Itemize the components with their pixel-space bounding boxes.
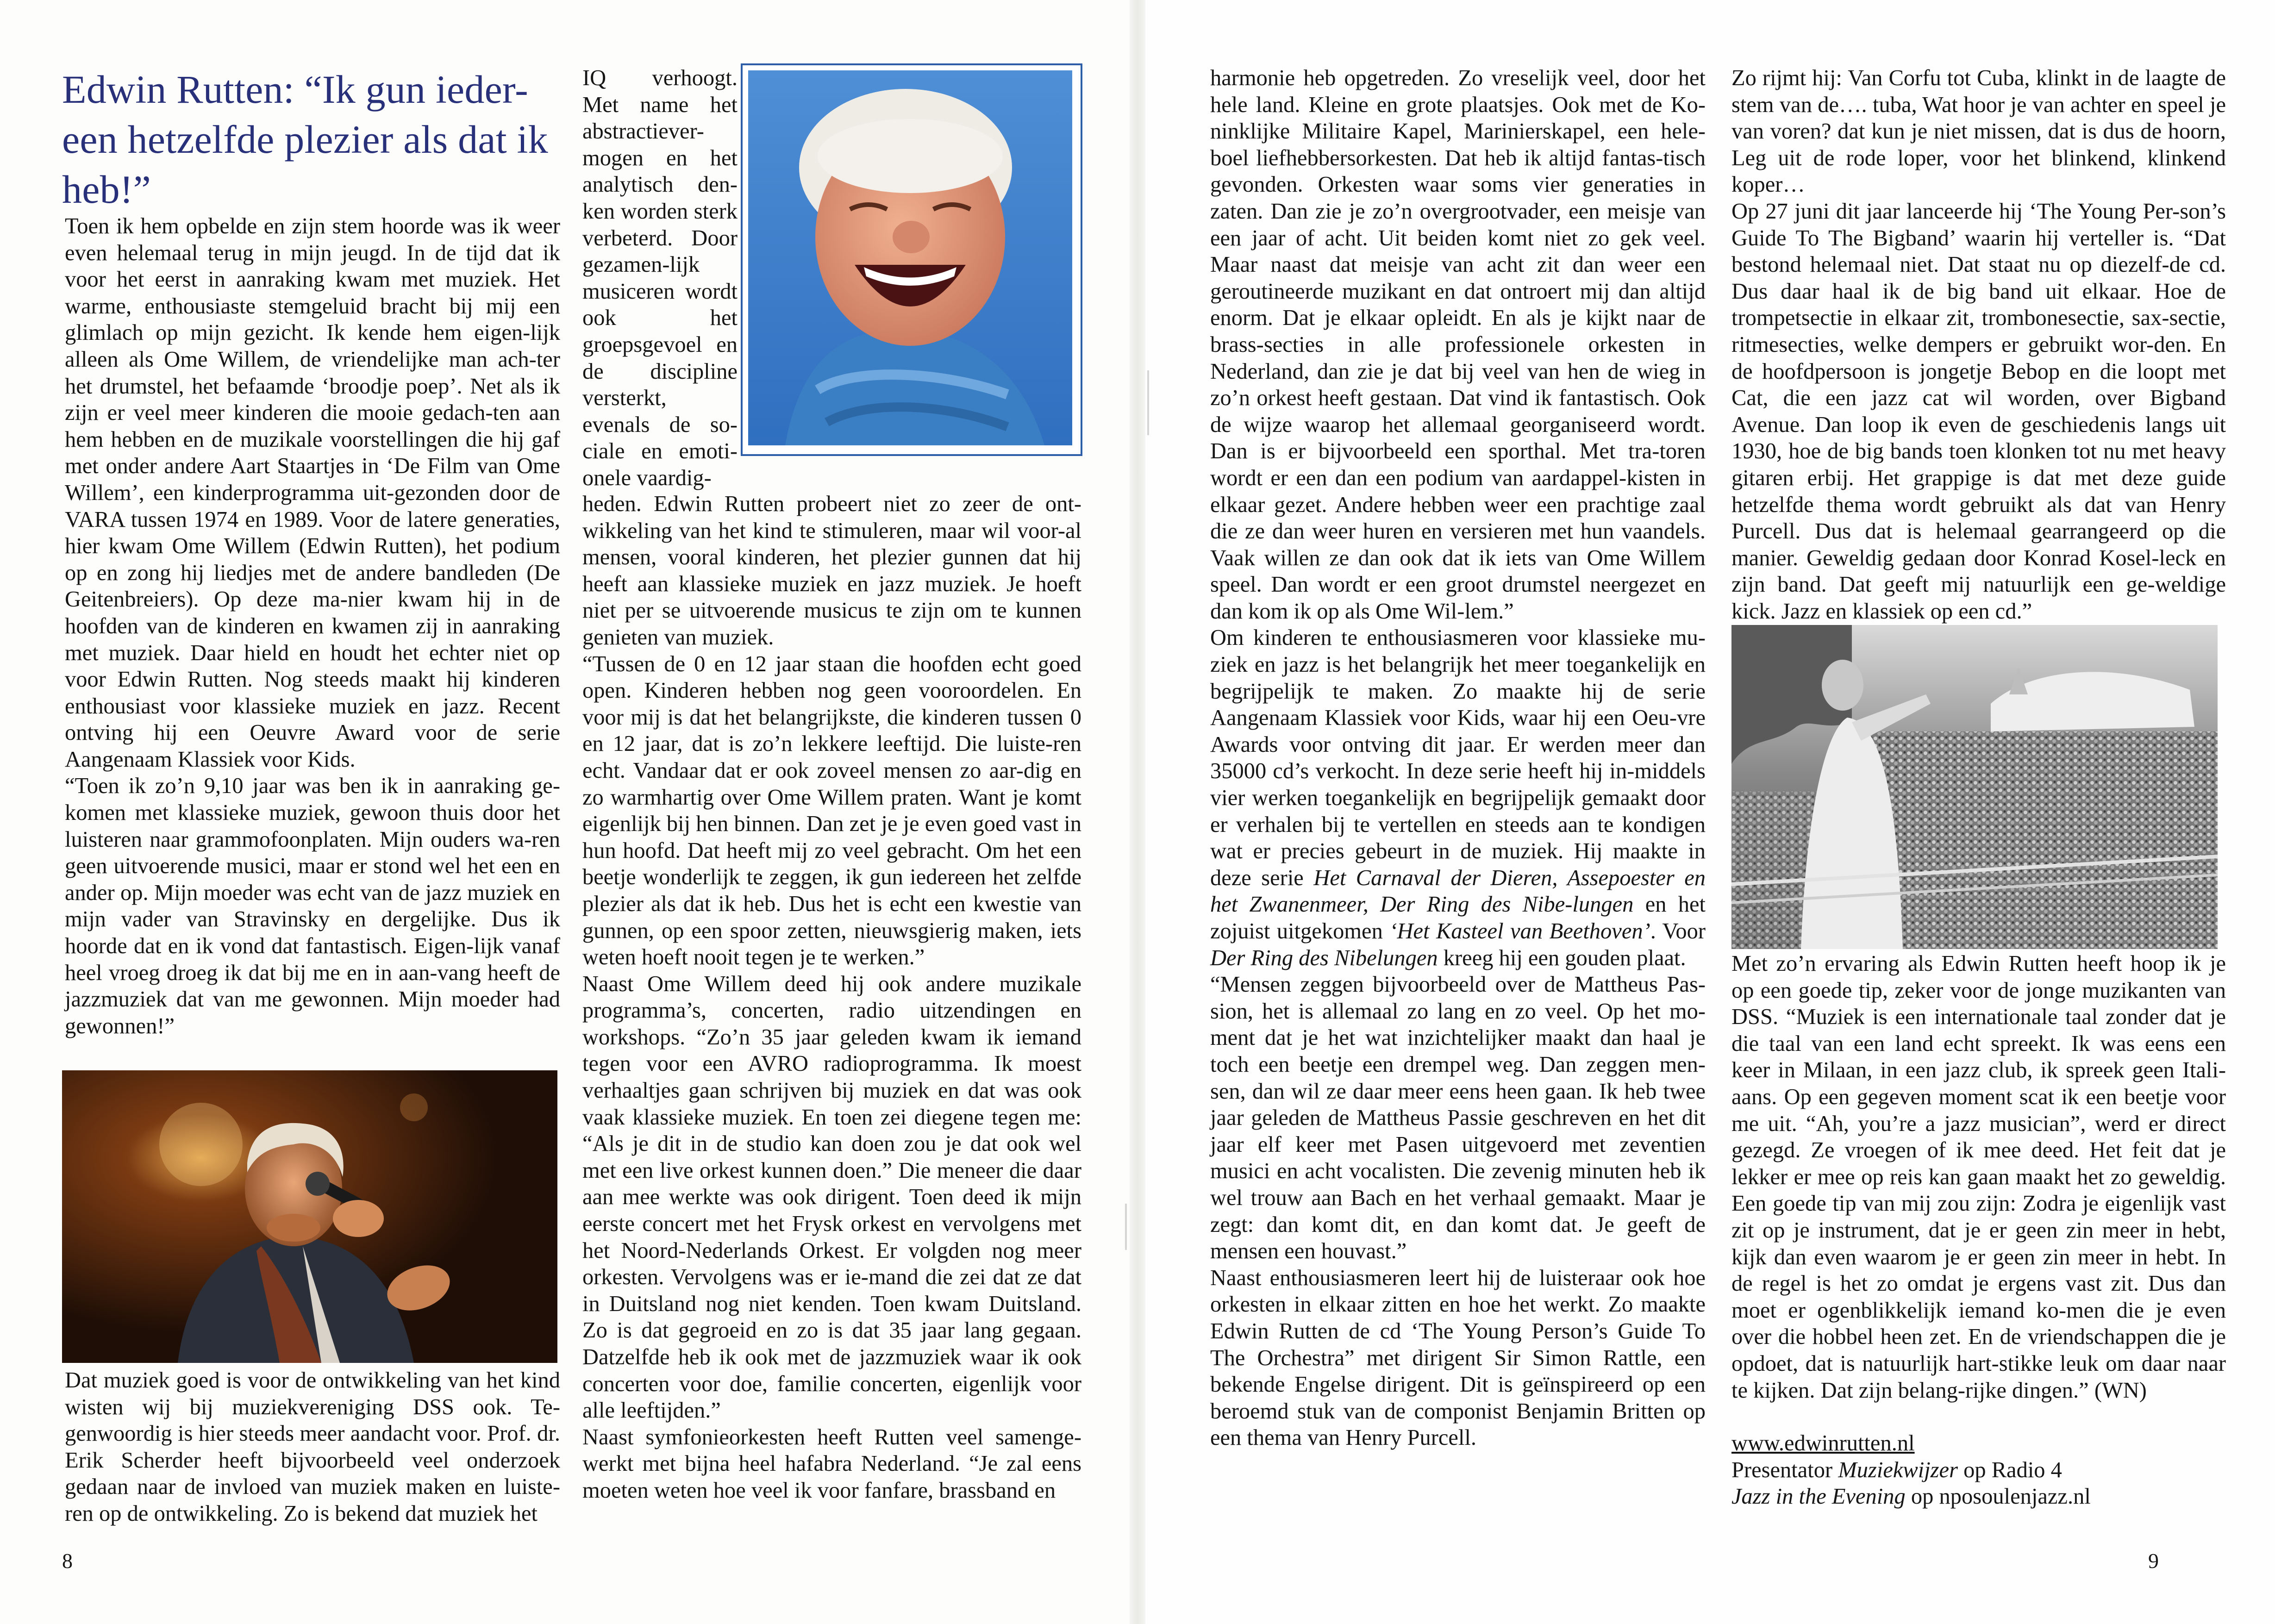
closing-paragraph: Met zo’n ervaring als Edwin Rutten heeft hoop ik je op een goede tip, zeker voor de jonge muzikanten van DSS. “Muziek is een internationale taal zonder dat je die taal van een land echt spreekt. Ik was eens een keer in Milaan, in een jazz club, ik spreek geen Itali-aans. Op een gegeven moment scat ik een beetje voor me uit. “Ah, you’re a jazz musician”, werd er direct gezegd. Ze vroegen of ik mee deed. Het feit dat je lekker er mee op reis kan gaan maakt het zo geweldig. Een goede tip van mij zou zijn: Zodra je eigenlijk vast zit op je instrument, dat je er geen zin meer in hebt, kijk dan even waarom je er geen zin meer in hebt. In de regel is het zo omdat je ergens vast zit. Dus dan moet er ogenblikkelijk iemand ko-men die je even over die hobbel heen zet. En de vriendschappen die je opdoet, dat is natuurlijk hart-stikke leuk om daar naar te kijken. Dat zijn belang-rijke dingen.” (WN) — [1731, 951, 2226, 1403]
column-1 — [65, 213, 560, 1039]
column-1-bottom — [65, 1367, 560, 1527]
column-4-paragraph: Zo rijmt hij: Van Corfu tot Cuba, klinkt in de laagte de stem van de…. tuba, Wat hoor je van achter en speel je van voren? dat kun je niet missen, dat is dus de hoorn, Leg uit de rode loper, voor het blinkend, klinkend koper… — [1731, 66, 2226, 197]
program-name-1: Muziekwijzer — [1838, 1457, 1958, 1482]
column-2-paragraph: Naast symfonieorkesten heeft Rutten veel samenge-werkt met bijna heel hafabra Nederland. “Je zal eens moeten weten hoe veel ik voor fanfare, brassband en — [582, 1424, 1081, 1503]
column-2-wrap — [582, 65, 738, 492]
column-3 — [1210, 65, 1706, 1451]
scan-mark — [1147, 370, 1149, 435]
dss-paragraph: Dat muziek goed is voor de ontwikkeling van het kind wisten wij bij muziekvereniging DSS ook. Te-genwoordig is hier steeds meer aandacht voor. Prof. dr. Erik Scherder heeft bijvoorbeeld veel onderzoek gedaan naar de invloed van muziek maken en luiste-ren op de ontwikkeling. Zo is bekend dat muziek het — [65, 1368, 560, 1526]
portrait-photo — [748, 70, 1072, 445]
credit-prefix: Presentator — [1731, 1457, 1838, 1482]
article-title: Edwin Rutten: “Ik gun ieder-een hetzelfde plezier als dat ik heb!” — [62, 67, 548, 212]
column-4-paragraph: Op 27 juni dit jaar lanceerde hij ‘The Young Per-son’s Guide To The Bigband’ waarin hij verteller is. “Dat bestond helemaal niet. Dat staat nu op diezelf-de cd. Dus daar haal ik de big band uit elkaar. Hoe de trompetsectie in elkaar zit, trombonesectie, sax-sectie, ritmesecties, welke dempers er gebruikt wor-den. En de hoofdpersoon is jongetje Bebop en die loopt met Cat, die een jazz cat wil worden, over Bigband Avenue. Dan loop ik even de geschiedenis langs uit 1930, hoe de big bands toen klonken tot nu met heavy gitaren erbij. Het grappige is dat met deze guide hetzelfde thema wordt gebruikt als dat van Henry Purcell. Dus dat is helemaal gearrangeerd op die manier. Geweldig gedaan door Konrad Kosel-leck en zijn band. Dat geeft mij natuurlijk een ge-weldige kick. Jazz en klassiek op een cd.” — [1731, 199, 2226, 624]
credit-suffix-2: op nposoulenjazz.nl — [1905, 1484, 2091, 1509]
works-end: kreeg hij een gouden plaat. — [1438, 945, 1686, 970]
scan-mark — [1125, 1204, 1127, 1250]
works-connector: en het zojuist uitgekomen — [1210, 892, 1706, 943]
website-line — [1731, 1430, 2226, 1457]
credit-suffix: op Radio 4 — [1957, 1457, 2062, 1482]
column-2-paragraph: heden. Edwin Rutten probeert niet zo zeer de ont-wikkeling van het kind te stimuleren, maar wil voor-al mensen, vooral kinderen, het plezier gunnen dat hij heeft aan klassieke muziek en jazz muziek. Je hoeft niet per se uitvoerende musicus te zijn om te kunnen genieten van muziek. — [582, 492, 1081, 650]
quote-paragraph: “Toen ik zo’n 9,10 jaar was ben ik in aanraking ge-komen met klassieke muziek, gewoon thuis door het luisteren naar grammofoonplaten. Mijn ouders wa-ren geen uitvoerende musici, maar er stond wel het een en ander op. Mijn moeder was echt van de jazz muziek en mijn vader van Stravinsky en dergelijke. Dus ik hoorde dat en ik vond dat fantastisch. Eigen-lijk vanaf heel vroeg droeg ik dat bij me en in aan-vang heeft de jazzmuziek dat van me gewonnen. Mijn moeder had gewonnen!” — [65, 774, 560, 1038]
column-2-paragraph: “Tussen de 0 en 12 jaar staan die hoofden echt goed open. Kinderen hebben nog geen vooroordelen. En voor mij is dat het belangrijkste, die kinderen tussen 0 en 12 jaar, dat is zo’n lekkere leeftijd. Die luiste-ren echt. Vandaar dat er ook zoveel mensen zo aar-dig en zo warmhartig over Ome Willem praten. Want je komt eigenlijk bij hen binnen. Dan zet je je even goed vast in hun hoofd. Dat heeft mij zo veel gebracht. Om het een beetje wonderlijk te zeggen, ik gun iedereen het zelfde plezier als dat ik heb. Dus het is echt een kwestie van gunnen, op een spoor zetten, nieuwsgierig maken, iets weten hoeft nooit tegen je te werken.” — [582, 651, 1081, 970]
website-link[interactable]: www.edwinrutten.nl — [1731, 1431, 1915, 1456]
credit-line-1 — [1731, 1457, 2226, 1484]
singer-illustration — [62, 1070, 557, 1363]
column-3-paragraph — [1210, 625, 1706, 971]
column-2 — [582, 491, 1081, 1504]
page-number-right: 9 — [2148, 1549, 2159, 1573]
concert-photo — [62, 1070, 557, 1363]
column-4-bottom — [1731, 950, 2226, 1510]
crowd-illustration — [1731, 625, 2218, 949]
column-3-paragraph: harmonie heb opgetreden. Zo vreselijk veel, door het hele land. Kleine en grote plaatsjes. Ook met de Ko-ninklijke Militaire Kapel, Marinierskapel, een hele-boel liefhebbersorkesten. Dat heb ik altijd fantas-tisch gevonden. Orkesten waar soms vier generaties in zaten. Dan zie je zo’n overgrootvader, een meisje van een jaar of acht. Uit beiden komt niet zo gek veel. Maar naast dat meisje van acht zit dan weer een geroutineerde muzikant en dat ontroert mij dan altijd enorm. Dat je elkaar opleidt. En als je kijkt naar de brass-secties in alle professionele orkesten in Nederland, dan zie je dat bij veel van hen de wieg in zo’n orkest heeft gestaan. Dat vind ik fantastisch. Ook de wijze waarop het allemaal georganiseerd wordt. Dan is er bijvoorbeeld een sporthal. Met tra-toren wordt er een dan een podium van aardappel-kisten in elkaar gezet. Andere hebben weer een prachtige zaal die ze dan weer huren en versieren met hun vaandels. Vaak willen ze dan ook dat ik iets van Ome Willem speel. Dan wordt er een groot drumstel neergezet en dan kom ik op als Ome Wil-lem.” — [1210, 66, 1706, 624]
works-title-3: Der Ring des Nibelungen — [1210, 945, 1438, 970]
page-number-left: 8 — [62, 1549, 73, 1573]
column-3-paragraph: Naast enthousiasmeren leert hij de luisteraar ook hoe orkesten in elkaar zitten en hoe het werkt. Zo maakte Edwin Rutten de cd ‘The Young Person’s Guide To The Orchestra” met dirigent Sir Simon Rattle, een bekende Engelse dirigent. Dit is geïnspireerd op een beroemd stuk van de componist Benjamin Britten op een thema van Henry Purcell. — [1210, 1265, 1706, 1450]
iq-paragraph: IQ verhoogt. Met name het abstractiever-mogen en het analytisch den-ken worden sterk verbeterd. Door gezamen-lijk musiceren wordt ook het groepsgevoel en de discipline versterkt, evenals de so-ciale en emoti-onele vaardig- — [582, 66, 738, 490]
works-connector-2: . Voor — [1650, 919, 1706, 943]
column-4 — [1731, 65, 2226, 625]
works-title-2: ‘Het Kasteel van Beethoven’ — [1389, 919, 1650, 943]
program-name-2: Jazz in the Evening — [1731, 1484, 1906, 1509]
column-2-paragraph: Naast Ome Willem deed hij ook andere muzikale programma’s, concerten, radio uitzendingen en workshops. “Zo’n 35 jaar geleden kwam ik iemand tegen voor een AVRO radioprogramma. Ik moest verhaaltjes gaan schrijven bij muziek en dat was ook vaak klassieke muziek. En toen zei diegene tegen me: “Als je dit in de studio kan doen zou je dat ook wel met een live orkest kunnen doen.” Die meneer die daar aan mee werkte was ook dirigent. Toen deed ik mijn eerste concert met het Frysk orkest en vervolgens met het Noord-Nederlands Orkest. Er volgden nog meer orkesten. Vervolgens was er ie-mand die zei dat ze dat in Duitsland nog niet kenden. Toen kwam Duitsland. Zo is dat gegroeid en zo is dat 35 jaar lang gegaan. Datzelfde heb ik ook met de jazzmuziek waar ik ook concerten voor doe, familie concerten, eigenlijk voor alle leeftijden.” — [582, 971, 1081, 1423]
page-gutter — [1130, 0, 1145, 1624]
column-3-paragraph: “Mensen zeggen bijvoorbeeld over de Mattheus Pas-sion, het is allemaal zo lang en zo veel. Op het mo-ment dat je het wat inzichtelijker maakt dan haal je toch een beetje een drempel weg. Dan zeggen men-sen, dan wil ze daar meer eens heen gaan. Ik heb twee jaar geleden de Mattheus Passie geschreven en het dit jaar elf keer met Pasen uitgevoerd met zeventien musici en acht vocalisten. Die zevenig minuten heb ik wel trouw aan Bach en het verhaal gemaakt. Maar je zegt: dan komt dit, en dan komt dat. Je geeft de mensen een houvast.” — [1210, 972, 1706, 1264]
credit-line-2 — [1731, 1483, 2226, 1510]
intro-paragraph: Toen ik hem opbelde en zijn stem hoorde was ik weer even helemaal terug in mijn jeugd. In de tijd dat ik voor het eerst in aanraking kwam met muziek. Het warme, enthousiaste stemgeluid bracht bij mij een glimlach op mijn gezicht. Ik kende hem eigen-lijk alleen als Ome Willem, de vriendelijke man ach-ter het drumstel, het befaamde ‘broodje poep’. Net als ik zijn er veel meer kinderen die mooie gedach-ten aan hem hebben en de muzikale voorstellingen die hij gaf met onder andere Aart Staartjes in ‘De Film van Ome Willem’, een kinderprogramma uit-gezonden door de VARA tussen 1974 en 1989. Voor de latere generaties, hier kwam Ome Willem (Edwin Rutten), het podium op en zong hij liedjes met de andere bandleden (De Geitenbreiers). Op deze ma-nier kwam hij in de hoofden van de kinderen en kwamen zij in aanraking met muziek. Daar hield en houdt het echter niet op voor Edwin Rutten. Nog steeds maakt hij kinderen enthousiast voor klassieke muziek en jazz. Recent ontving hij een Oeuvre Award voor de serie Aangenaam Klassiek voor Kids. — [65, 214, 560, 772]
series-intro: Om kinderen te enthousiasmeren voor klassieke mu-ziek en jazz is het belangrijk het meer toegankelijk en begrijpelijk te maken. Zo maakte hij de serie Aangenaam Klassiek voor Kids, waar hij een Oeu-vre Awards voor ontving dit jaar. Er werden meer dan 35000 cd’s verkocht. In deze serie heeft hij in-middels vier werken toegankelijk en begrijpelijk gemaakt door er verhalen bij te vertellen en steeds aan te kondigen wat er precies gebeurt in de muziek. Hij maakte in deze serie — [1210, 625, 1706, 890]
laughing-man-illustration — [748, 70, 1072, 445]
crowd-photo — [1731, 625, 2218, 949]
works-title-1: Het Carnaval der Dieren, Assepoester en het Zwanenmeer, Der Ring des Nibe-lungen — [1210, 865, 1706, 917]
